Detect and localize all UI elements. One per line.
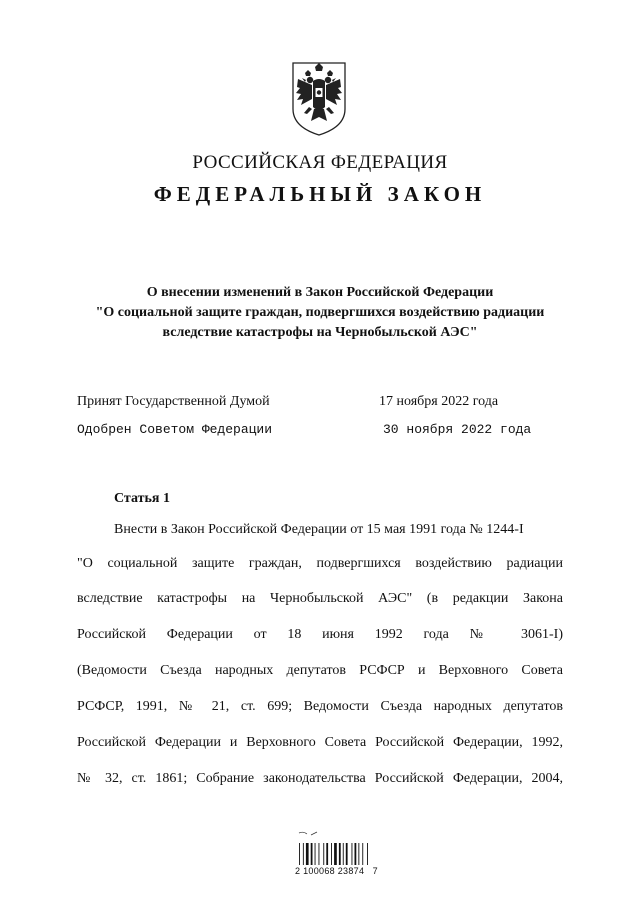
article-text-line: вследствие катастрофы на Чернобыльской АЭС" (в редакции Закона bbox=[77, 591, 563, 606]
adoption-row-council bbox=[0, 422, 640, 442]
article-text-line: № 32, ст. 1861; Собрание законодательства Российской Федерации, 2004, bbox=[77, 771, 563, 786]
approved-label: Одобрен Советом Федерации bbox=[77, 422, 273, 437]
country-name: РОССИЙСКАЯ ФЕДЕРАЦИЯ bbox=[192, 152, 448, 173]
law-title-line: О внесении изменений в Закон Российской Федерации bbox=[146, 285, 494, 300]
adoption-row-duma bbox=[0, 394, 640, 414]
coat-of-arms-emblem bbox=[285, 57, 353, 137]
article-text-line: Российской Федерации от 18 июня 1992 года № 3061-I) bbox=[77, 627, 563, 642]
adopted-label: Принят Государственной Думой bbox=[77, 394, 270, 409]
law-title bbox=[60, 283, 580, 343]
approved-date: 30 ноября 2022 года bbox=[383, 422, 532, 437]
article-text-line: "О социальной защите граждан, подвергшихся воздействию радиации bbox=[77, 556, 563, 571]
article-text-line: (Ведомости Съезда народных депутатов РСФСР и Верховного Совета bbox=[77, 663, 563, 678]
law-title-line: вследствие катастрофы на Чернобыльской АЭС" bbox=[162, 325, 478, 340]
law-title-line: "О социальной защите граждан, подвергшихся воздействию радиации bbox=[95, 305, 545, 320]
barcode-number: 2 100068 23874 7 bbox=[295, 866, 378, 876]
article-text-line: РСФСР, 1991, № 21, ст. 699; Ведомости Съезда народных депутатов bbox=[77, 699, 563, 714]
article-text-line: Российской Федерации и Верховного Совета Российской Федерации, 1992, bbox=[77, 735, 563, 750]
adopted-date: 17 ноября 2022 года bbox=[379, 394, 499, 409]
article-heading: Статья 1 bbox=[114, 491, 170, 506]
document-type-heading: ФЕДЕРАЛЬНЫЙ ЗАКОН bbox=[153, 182, 487, 206]
article-text-line: Внести в Закон Российской Федерации от 15 мая 1991 года № 1244-I bbox=[114, 522, 524, 537]
